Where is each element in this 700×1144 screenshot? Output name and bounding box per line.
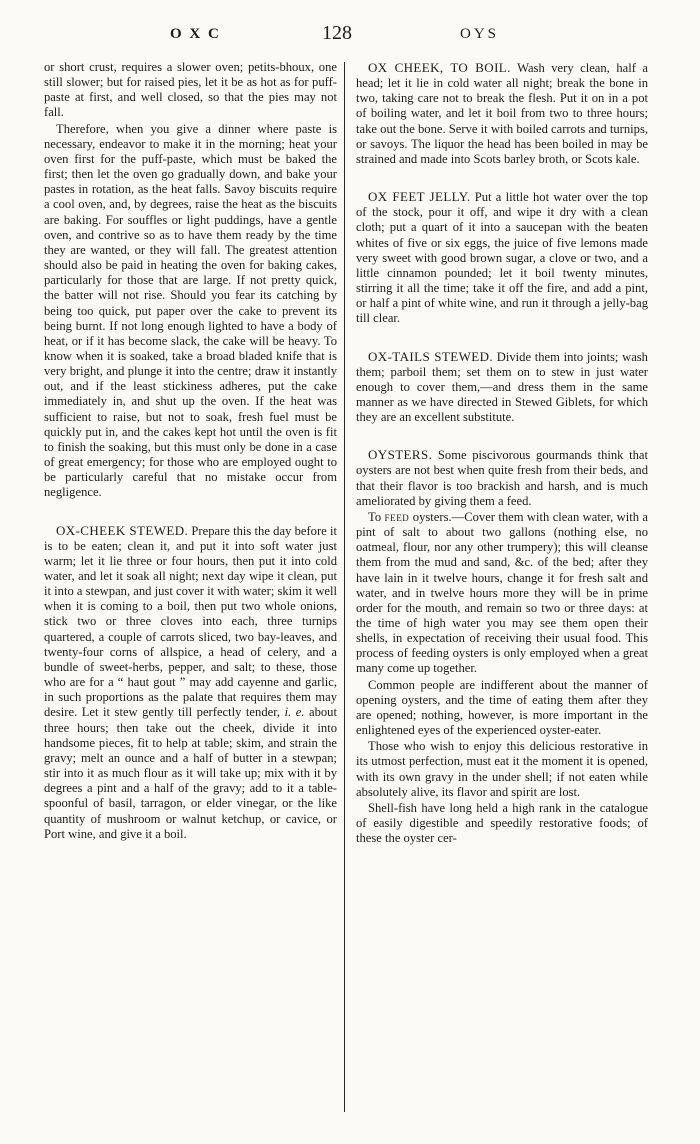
continued-paragraph-2: Therefore, when you give a dinner where paste is necessary, endeavor to make it in the morning; heat your oven first for the puff-paste, which must be baked the first; then let the oven go gradually down, and bake your pastes in rotation, as the heat falls. Savoy biscuits require a cool oven, and, by degrees, raise the heat as the biscuits are baking. For souffles or light puddings, have a gentle oven, and contrive so as to have them ready by the time they are wanted, or they will fall. The greatest attention should also be paid in heating the oven for baking cakes, particularly for those that are large. If not pretty quick, the batter will not rise. Should you fear its catching by being too quick, put paper over the cake to prevent its being burnt. If not long enough lighted to have a body of heat, or if it has become slack, the cake will be heavy. To know when it is soaked, take a broad bladed knife that is very bright, and plunge it into the centre; draw it instantly out, and if the least stickiness adheres, put the cake immediately in, and shut up the oven. If the heat was sufficient to raise, but not to soak, fresh fuel must be quickly put in, and the cakes kept hot until the oven is fit to finish the soaking, but this must only be done in a case of great emergency; for those who are employed ought to be particularly careful that no mistake occur from negligence. <box>44 121 337 500</box>
entry-heading: OYSTERS. <box>368 447 433 463</box>
entry-heading: OX FEET JELLY. <box>368 189 471 205</box>
oysters-paragraph-5: Shell-fish have long held a high rank in the catalogue of easily digestible and speedily restorative foods; of these the oyster cer- <box>356 800 648 846</box>
paragraph-lead: To <box>368 509 385 524</box>
entry-text: Wash very clean, half a head; let it lie in cold water all night; break the bone in two, taking care not to break the flesh. Put it on in a pot of boiling water, and let it boil from two to three hours; take out the bone. Serve it with boiled carrots and turnips, or savoys. The liquor the head has been boiled in may be strained and made into Scots barley broth, or Scots kale. <box>356 61 648 166</box>
column-divider <box>344 62 345 1112</box>
left-column <box>44 60 337 842</box>
entry-ox-cheek-boil <box>356 60 648 167</box>
entry-heading: OX CHEEK, TO BOIL. <box>368 60 511 75</box>
page-number: 128 <box>322 22 352 44</box>
continued-paragraph-1: or short crust, requires a slower oven; petits-bhoux, one still slower; but for raised pies, let it be as hot as for puff-paste at first, and well closed, so that the pies may not fall. <box>44 60 337 120</box>
entry-ox-cheek-stewed <box>44 523 337 842</box>
oysters-paragraph-3: Common people are indifferent about the manner of opening oysters, and the time of eating them after they are opened; nothing, however, is more important in the enlightened eyes of the experienced oyster-eater. <box>356 677 648 738</box>
entry-text: Put a little hot water over the top of the stock, pour it off, and wipe it dry with a clean cloth; put a quart of it into a saucepan with the beaten whites of five or six eggs, the juice of five lemons made very sweet with good brown sugar, a clove or two, and a little cinnamon pounded; let it boil twenty minutes, stirring it all the time; take it off the fire, and add a pint, or half a pint of white wine, and run it through a jelly-bag till clear. <box>356 190 648 326</box>
entry-text-italic: i. e. <box>284 705 305 720</box>
header-left-word: O X C <box>170 26 221 42</box>
header-right-word: OYS <box>460 26 500 42</box>
entry-oysters <box>356 447 648 846</box>
entry-text: Some piscivorous gourmands think that oysters are not best when quite fresh from their beds, and that their flavor is too brackish and harsh, and is much ameliorated by giving them a feed. <box>356 448 648 508</box>
entry-ox-feet-jelly <box>356 189 648 326</box>
entry-text-continued: about three hours; then take out the cheek, divide it into handsome pieces, fit to help at table; skim, and strain the gravy; melt an ounce and a half of butter in a stewpan; stir into it as much flour as it will take up; mix with it by degrees a pint and a half of the gravy; add to it a table-spoonful of basil, tarragon, or elder vinegar, or the like quantity of mushroom or walnut ketchup, or cavice, or Port wine, and give it a boil. <box>44 705 337 841</box>
entry-heading: OX-TAILS STEWED. <box>368 348 494 364</box>
entry-text: Prepare this the day before it is to be eaten; clean it, and put it into soft water just warm; let it lie three or four hours, then put it into cold water, and let it soak all night; next day wipe it clean, put it into a stewpan, and just cover it with water; skim it well when it is coming to a boil, then put two whole onions, stick two or three cloves into each, three turnips quartered, a couple of carrots sliced, two bay-leaves, and twenty-four corns of allspice, a head of celery, and a bundle of sweet-herbs, pepper, and salt; to these, those who are for a “ haut gout ” may add cayenne and garlic, in such proportions as the palate that requires them may desire. Let it stew gently till perfectly tender, <box>44 523 338 720</box>
running-header <box>0 22 700 52</box>
entry-heading: OX-CHEEK STEWED. <box>56 522 189 538</box>
oysters-paragraph-4: Those who wish to enjoy this delicious restorative in its utmost perfection, must eat it the moment it is opened, with its own gravy in the under shell; if not eaten while absolutely alive, its flavor and spirit are lost. <box>356 739 648 799</box>
right-column <box>356 60 648 846</box>
feed-word: feed <box>384 509 410 524</box>
entry-ox-tails-stewed <box>356 349 648 426</box>
entry-text: Divide them into joints; wash them; parboil them; set them on to stew in just water enough to cover them,—and dress them in the same manner as we have directed in Stewed Giblets, for which they are an excellent substitute. <box>356 349 648 425</box>
paragraph-text: oysters.—Cover them with clean water, with a pint of salt to about two gallons (nothing else, no oatmeal, flour, nor any other trumpery); this will cleanse them from the mud and sand, &c. of the bed; after they have lain in it twelve hours, change it for fresh salt and water, and in twelve hours more they will be in prime order for the mouth, and remain so two or three days: at the time of high water you may see them open their shells, in expectation of receiving their usual food. This process of feeding oysters is only employed when a great many come up together. <box>356 509 648 676</box>
